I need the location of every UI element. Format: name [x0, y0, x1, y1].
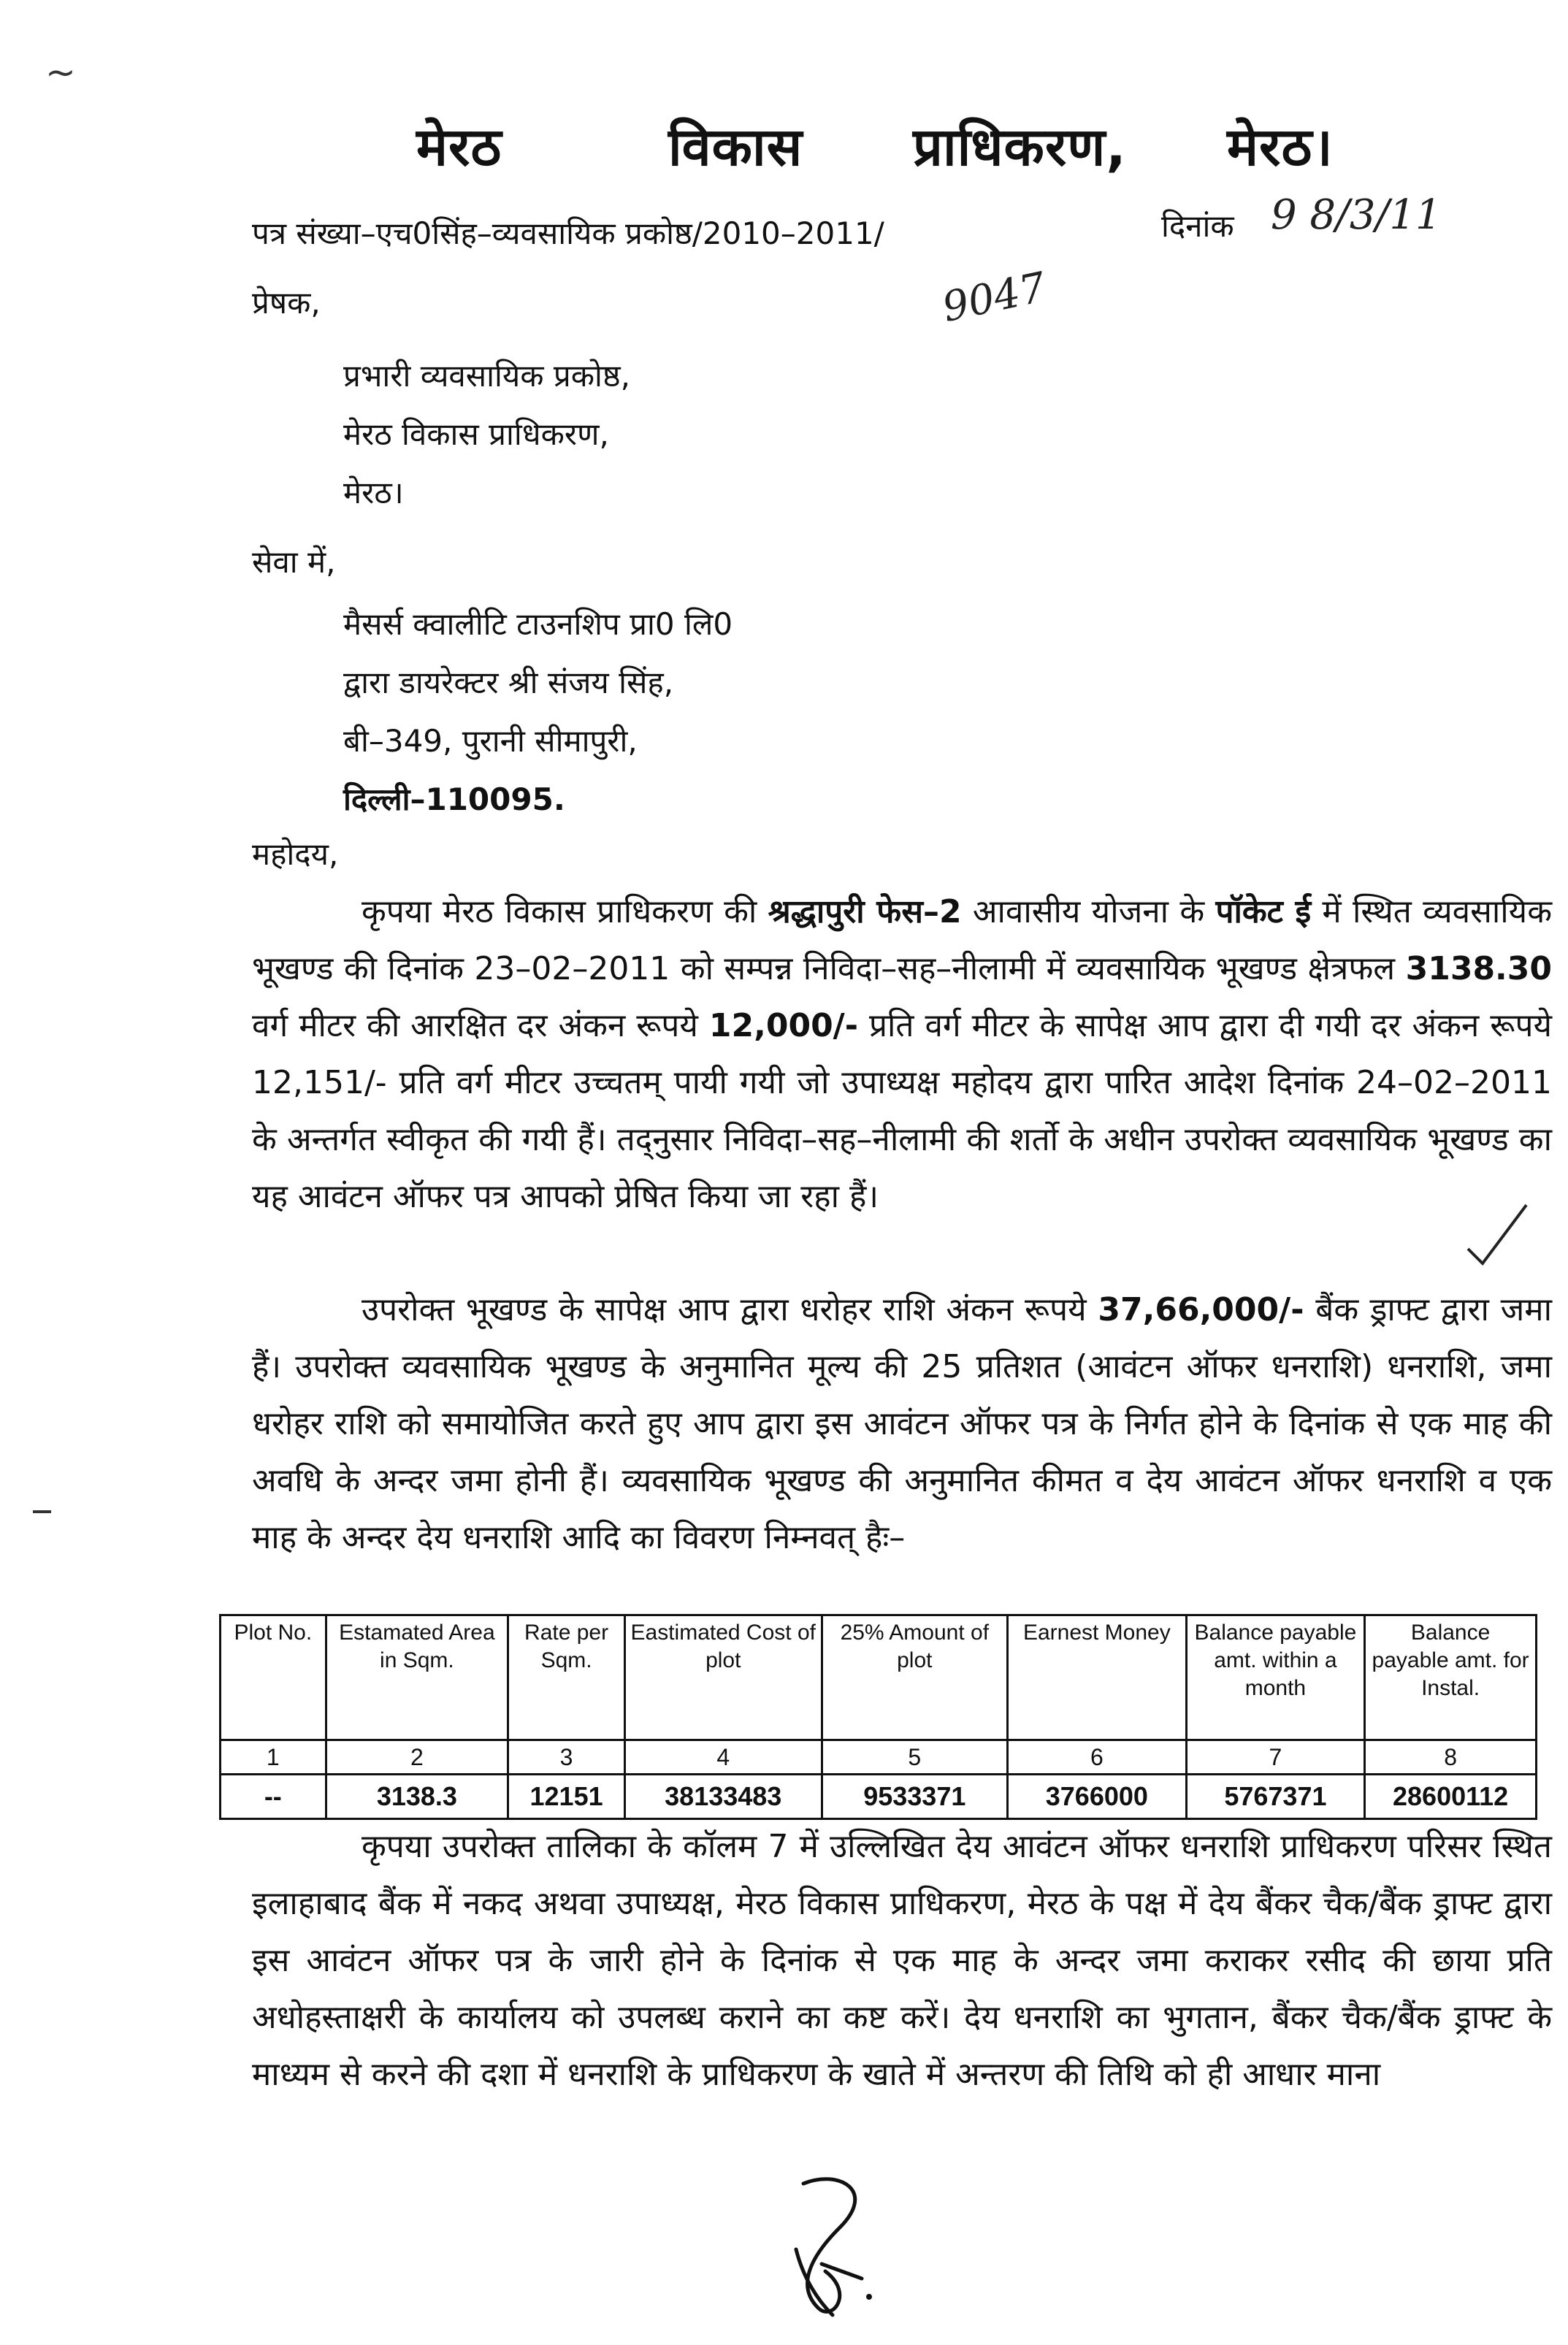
header-earnest: Earnest Money — [1008, 1615, 1187, 1740]
title-word-3: प्राधिकरण, — [913, 116, 1127, 177]
index-cell: 5 — [822, 1740, 1008, 1775]
header-cost: Eastimated Cost of plot — [624, 1615, 822, 1740]
recipient-line-4: दिल्ली–110095. — [343, 781, 565, 817]
date-label: दिनांक — [1161, 208, 1234, 244]
header-plot-no: Plot No. — [221, 1615, 326, 1740]
para2-text-2: बैंक ड्राफ्ट द्वारा जमा हैं। उपरोक्त व्यवसायिक भूखण्ड के अनुमानित मूल्य की 25 प्रतिशत (आवंटन ऑफर धनराशि) धनराशि, जमा धरोहर राशि को समायोजित करते हुए आप द्वारा इस आवंटन ऑफर पत्र के निर्गत होने के दिनांक से एक माह की अवधि के अन्दर जमा होनी हैं। व्यवसायिक भूखण्ड की अनुमानित कीमत व देय आवंटन ऑफर धनराशि व एक माह के अन्दर देय धनराशि आदि का विवरण निम्नवत् हैः– — [252, 1291, 1552, 1556]
para1-text-3: में स्थित व्यवसायिक भूखण्ड की दिनांक 23–02–2011 को सम्पन्न निविदा–सह–नीलामी में व्यवसायिक भूखण्ड क्षेत्रफल — [252, 893, 1552, 987]
title-word-1: मेरठ — [416, 116, 502, 177]
index-cell: 7 — [1186, 1740, 1365, 1775]
header-area: Estamated Area in Sqm. — [326, 1615, 508, 1740]
table-header-row — [221, 1615, 1537, 1740]
cell-plot-no: -- — [221, 1775, 326, 1819]
recipient-line-3: बी–349, पुरानी सीमापुरी, — [343, 723, 638, 759]
scheme-name: श्रद्धापुरी फेस–2 — [768, 893, 962, 930]
index-cell: 2 — [326, 1740, 508, 1775]
cell-balance-month: 5767371 — [1186, 1775, 1365, 1819]
pocket-name: पॉकेट ई — [1215, 893, 1312, 930]
salutation: महोदय, — [252, 836, 339, 872]
para1-text-5: प्रति वर्ग मीटर के सापेक्ष आप द्वारा दी गयी दर अंकन रूपये 12,151/- प्रति वर्ग मीटर उच्चतम् पायी गयी जो उपाध्यक्ष महोदय द्वारा पारित आदेश दिनांक 24–02–2011 के अन्तर्गत स्वीकृत की गयी हैं। तद्नुसार निविदा–सह–नीलामी की शर्तो के अधीन उपरोक्त व्यवसायिक भूखण्ड का यह आवंटन ऑफर पत्र आपको प्रेषित किया जा रहा हैं। — [252, 1007, 1552, 1215]
sender-label: प्रेषक, — [252, 285, 321, 321]
sender-line-1: प्रभारी व्यवसायिक प्रकोष्ठ, — [343, 358, 631, 394]
corner-scribble: ~ — [45, 51, 76, 93]
para1-text-2: आवासीय योजना के — [961, 893, 1216, 930]
cell-area: 3138.3 — [326, 1775, 508, 1819]
para2-text-1: उपरोक्त भूखण्ड के सापेक्ष आप द्वारा धरोहर राशि अंकन रूपये — [362, 1291, 1098, 1328]
paragraph-earnest-money — [252, 1282, 1552, 1566]
sender-line-2: मेरठ विकास प्राधिकरण, — [343, 416, 609, 452]
sender-line-3: मेरठ। — [343, 475, 404, 510]
index-cell: 1 — [221, 1740, 326, 1775]
header-rate: Rate per Sqm. — [508, 1615, 625, 1740]
table-row — [221, 1775, 1537, 1819]
letter-number: पत्र संख्या–एच0सिंह–व्यवसायिक प्रकोष्ठ/2010–2011/ — [252, 215, 884, 251]
earnest-amount: 37,66,000/- — [1098, 1291, 1304, 1328]
recipient-line-2: द्वारा डायरेक्टर श्री संजय सिंह, — [343, 665, 674, 700]
cell-earnest: 3766000 — [1008, 1775, 1187, 1819]
header-balance-instal: Balance payable amt. for Instal. — [1365, 1615, 1537, 1740]
handwritten-date: 9 8/3/11 — [1271, 191, 1442, 239]
paragraph-allotment — [252, 884, 1552, 1225]
tick-mark — [1461, 1198, 1534, 1271]
dash-mark — [29, 1504, 58, 1519]
table-index-row — [221, 1740, 1537, 1775]
title-word-2: विकास — [668, 116, 803, 177]
page-title — [0, 110, 1568, 190]
cell-cost: 38133483 — [624, 1775, 822, 1819]
title-word-4: मेरठ। — [1227, 116, 1334, 177]
recipient-label: सेवा में, — [252, 544, 336, 580]
reserve-rate: 12,000/- — [708, 1007, 859, 1044]
index-cell: 6 — [1008, 1740, 1187, 1775]
plot-area: 3138.30 — [1405, 950, 1552, 987]
cell-balance-instal: 28600112 — [1365, 1775, 1537, 1819]
para3-text: कृपया उपरोक्त तालिका के कॉलम 7 में उल्लिखित देय आवंटन ऑफर धनराशि प्राधिकरण परिसर स्थित इलाहाबाद बैंक में नकद अथवा उपाध्यक्ष, मेरठ विकास प्राधिकरण, मेरठ के पक्ष में देय बैंकर चैक/बैंक ड्राफ्ट द्वारा इस आवंटन ऑफर पत्र के जारी होने के दिनांक से एक माह के अन्दर जमा कराकर रसीद की छाया प्रति अधोहस्ताक्षरी के कार्यालय को उपलब्ध कराने का कष्ट करें। देय धनराशि का भुगतान, बैंकर चैक/बैंक ड्राफ्ट के माध्यम से करने की दशा में धनराशि के प्राधिकरण के खाते में अन्तरण की तिथि को ही आधार माना — [252, 1828, 1552, 2093]
cell-25-percent: 9533371 — [822, 1775, 1008, 1819]
allotment-table — [219, 1614, 1537, 1820]
paragraph-payment-instructions — [252, 1818, 1552, 2103]
cell-rate: 12151 — [508, 1775, 625, 1819]
signature — [752, 2162, 913, 2330]
index-cell: 3 — [508, 1740, 625, 1775]
header-25-percent: 25% Amount of plot — [822, 1615, 1008, 1740]
index-cell: 4 — [624, 1740, 822, 1775]
handwritten-number: 9047 — [938, 263, 1050, 332]
recipient-line-1: मैसर्स क्वालीटि टाउनशिप प्रा0 लि0 — [343, 606, 733, 642]
index-cell: 8 — [1365, 1740, 1537, 1775]
header-balance-month: Balance payable amt. within a month — [1186, 1615, 1365, 1740]
para1-text-4: वर्ग मीटर की आरक्षित दर अंकन रूपये — [252, 1007, 709, 1044]
para1-text-1: कृपया मेरठ विकास प्राधिकरण की — [362, 893, 768, 930]
